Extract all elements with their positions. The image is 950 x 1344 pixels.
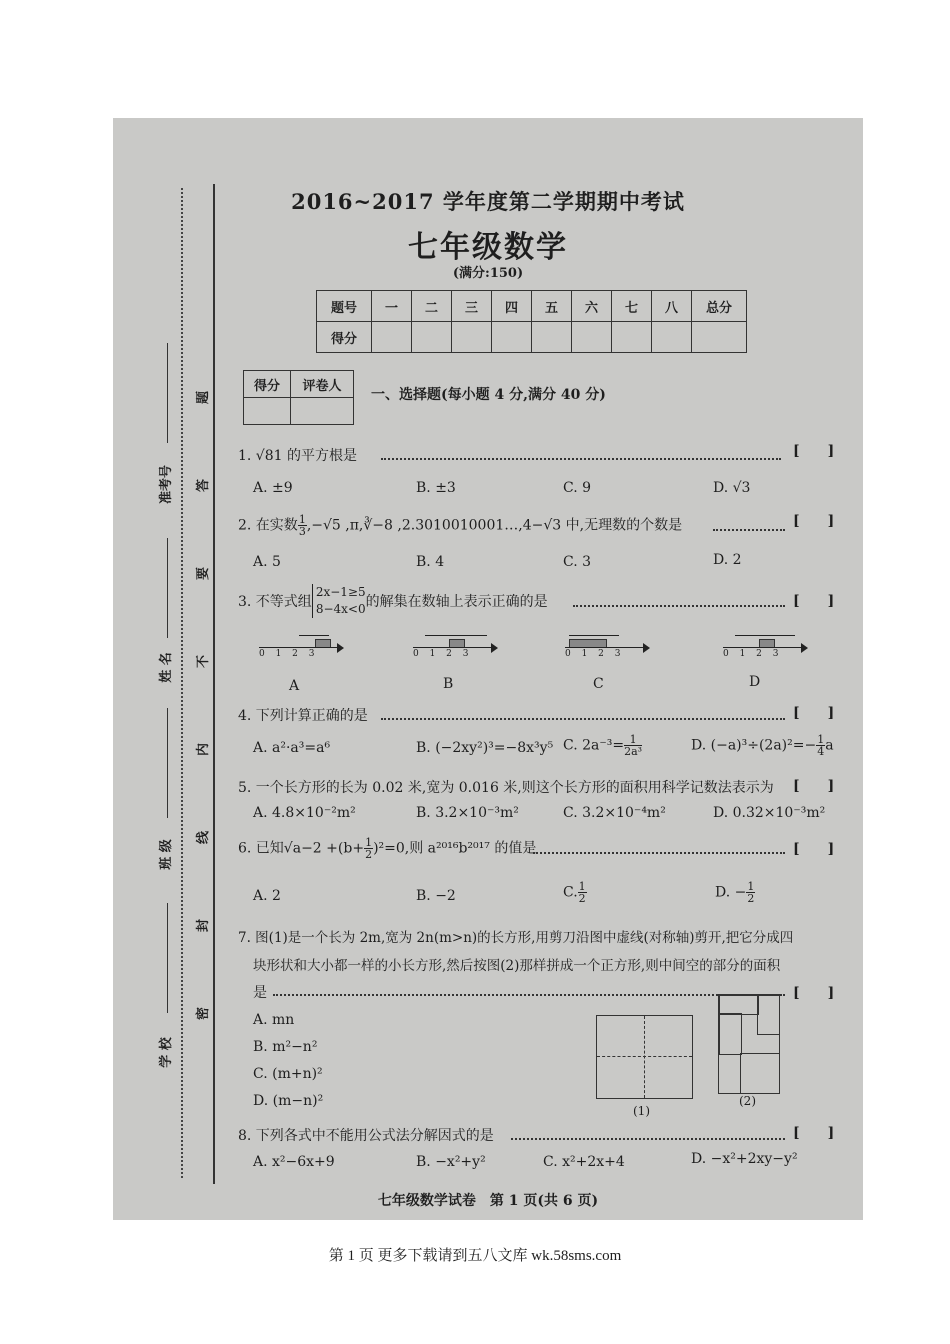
numberline-arrow-icon (801, 643, 808, 653)
q2-stem (238, 514, 682, 537)
q7-option-d[interactable]: D. (m−n)² (253, 1093, 324, 1109)
score-cell (452, 322, 492, 353)
frac-num: 1 (578, 880, 586, 893)
q6-stem-pre: 6. 已知√a−2 +(b+ (238, 840, 365, 857)
q4-option-d[interactable] (691, 734, 834, 757)
field-class: 班 级 (158, 839, 174, 870)
score-cell (532, 322, 572, 353)
q6-option-c-text: C. (563, 884, 578, 901)
q8-answer-bracket[interactable]: [ ] (793, 1125, 835, 1141)
frac-num: 1 (747, 880, 755, 893)
score-cell (372, 322, 412, 353)
q2-frac-num: 1 (298, 513, 306, 526)
grader-score-label: 得分 (244, 371, 291, 398)
q3-leader (573, 605, 785, 607)
numberline-arrow-icon (643, 643, 650, 653)
q1-option-a[interactable]: A. ±9 (253, 480, 293, 496)
fig2-piece-left (719, 1013, 742, 1055)
q8-option-d[interactable]: D. −x²+2xy−y² (691, 1151, 798, 1167)
frac-den: 2 (578, 892, 586, 905)
fig1-dashed-vertical (644, 1016, 645, 1098)
q3-option-a[interactable]: A (289, 678, 300, 694)
grader-name-cell (291, 398, 354, 425)
q4-option-c[interactable] (563, 734, 642, 757)
margin-char-yao: 要 (196, 566, 212, 581)
q7-figure-2 (718, 994, 780, 1094)
field-name-line (167, 538, 168, 638)
score-cell (492, 322, 532, 353)
q2-option-b[interactable]: B. 4 (416, 554, 445, 570)
q3-numberline-b[interactable] (413, 633, 498, 657)
score-head-3: 三 (452, 291, 492, 322)
q2-answer-bracket[interactable]: [ ] (793, 513, 835, 529)
q5-option-b[interactable]: B. 3.2×10⁻³m² (416, 805, 519, 821)
exam-title: 2016~2017 学年度第二学期期中考试 (291, 189, 685, 214)
numberline-ticks: 0 1 2 3 (723, 649, 783, 659)
q7-figure-2-label: (2) (739, 1094, 756, 1108)
q8-option-a[interactable]: A. x²−6x+9 (253, 1154, 335, 1170)
q7-figure-1-label: (1) (633, 1104, 650, 1118)
fig2-piece-top (719, 995, 759, 1015)
q2-option-c[interactable]: C. 3 (563, 554, 592, 570)
q6-option-c[interactable] (563, 881, 587, 904)
numberline-bar (735, 635, 795, 636)
score-cell (652, 322, 692, 353)
frac-den: 2a³ (624, 745, 643, 758)
document-footer: 第 1 页 更多下载请到五八文库 wk.58sms.com (328, 1248, 622, 1264)
score-table (316, 290, 747, 353)
q2-option-a[interactable]: A. 5 (253, 554, 281, 570)
q4-answer-bracket[interactable]: [ ] (793, 705, 835, 721)
numberline-arrow-icon (491, 643, 498, 653)
frac-num: 1 (365, 836, 373, 849)
q1-option-b[interactable]: B. ±3 (416, 480, 456, 496)
score-head-1: 一 (372, 291, 412, 322)
q4-option-c-text: C. 2a⁻³= (563, 737, 625, 754)
frac-num: 1 (817, 733, 825, 746)
numberline-axis (565, 647, 645, 648)
grader-score-cell (244, 398, 291, 425)
margin-char-nei: 内 (196, 742, 212, 757)
q6-leader (533, 852, 785, 854)
q6-option-a[interactable]: A. 2 (253, 888, 281, 904)
page-number-foot: 七年级数学试卷 第 1 页(共 6 页) (377, 1193, 599, 1209)
frac-den: 2 (365, 848, 373, 861)
full-score: (满分:150) (452, 266, 524, 281)
q7-option-b[interactable]: B. m²−n² (253, 1039, 318, 1055)
score-head-6: 六 (572, 291, 612, 322)
score-head-label: 题号 (317, 291, 372, 322)
fig1-dashed-horizontal (597, 1056, 692, 1057)
grader-table (243, 370, 354, 425)
score-head-total: 总分 (692, 291, 747, 322)
q7-option-c[interactable]: C. (m+n)² (253, 1066, 323, 1082)
numberline-ticks: 0 1 2 3 (413, 649, 473, 659)
q5-answer-bracket[interactable]: [ ] (793, 778, 835, 794)
frac-num: 1 (624, 734, 642, 746)
score-cell-total (692, 322, 747, 353)
score-cell (572, 322, 612, 353)
score-cell (612, 322, 652, 353)
q2-fraction (298, 514, 307, 537)
grader-name-label: 评卷人 (291, 371, 354, 398)
q1-option-d[interactable]: D. √3 (713, 480, 751, 496)
q2-leader (713, 529, 785, 531)
q5-option-d[interactable]: D. 0.32×10⁻³m² (713, 805, 826, 821)
q3-stem-post: 的解集在数轴上表示正确的是 (365, 594, 548, 610)
q4-option-d-tail: a (825, 737, 834, 754)
binding-dotted-line (181, 188, 183, 1178)
q3-option-d[interactable]: D (749, 674, 761, 690)
q6-option-c-fraction (578, 881, 587, 904)
score-head-7: 七 (612, 291, 652, 322)
q3-answer-bracket[interactable]: [ ] (793, 593, 835, 609)
numberline-bar (569, 635, 619, 636)
frac-den: 2 (747, 892, 755, 905)
margin-char-xian: 线 (196, 830, 212, 845)
q6-option-d-fraction (746, 881, 755, 904)
q7-figure-1 (596, 1015, 693, 1099)
numberline-ticks: 0 1 2 3 (565, 649, 625, 659)
q1-option-c[interactable]: C. 9 (563, 480, 592, 496)
score-head-8: 八 (652, 291, 692, 322)
numberline-bar (425, 635, 487, 636)
q4-stem: 4. 下列计算正确的是 (238, 708, 368, 724)
score-row-label: 得分 (317, 322, 372, 353)
q3-stem-pre: 3. 不等式组 (238, 594, 312, 610)
q8-option-b[interactable]: B. −x²+y² (416, 1154, 486, 1170)
q2-frac-den: 3 (298, 525, 306, 538)
numberline-bar (299, 635, 329, 636)
margin-char-feng: 封 (196, 918, 212, 933)
subject-title: 七年级数学 (408, 230, 568, 265)
q8-stem: 8. 下列各式中不能用公式法分解因式的是 (238, 1128, 494, 1144)
q3-numberline-a[interactable] (259, 633, 344, 657)
numberline-ticks: 0 1 2 3 (259, 649, 319, 659)
q1-answer-bracket[interactable]: [ ] (793, 443, 835, 459)
q6-fraction (364, 837, 373, 860)
q1-stem: 1. √81 的平方根是 (238, 448, 357, 464)
q3-numberline-c[interactable] (565, 633, 650, 657)
q8-leader (511, 1138, 785, 1140)
q6-stem (238, 837, 536, 860)
binding-solid-line (213, 184, 215, 1184)
numberline-axis (723, 647, 803, 648)
field-name: 姓 名 (158, 652, 174, 683)
numberline-arrow-icon (337, 643, 344, 653)
q3-system (312, 584, 366, 618)
q2-stem-post: ,−√5 ,π,∛−8 ,2.3010010001…,4−√3 中,无理数的个数是 (306, 517, 683, 534)
q3-system-line2: 8−4x<0 (315, 602, 366, 616)
q4-option-c-fraction (624, 734, 642, 757)
margin-char-mi: 密 (196, 1006, 212, 1021)
q3-option-c[interactable]: C (593, 676, 604, 692)
q4-option-d-text: D. (−a)³÷(2a)²=− (691, 737, 817, 754)
q2-option-d[interactable]: D. 2 (713, 552, 742, 568)
score-head-4: 四 (492, 291, 532, 322)
q4-option-b[interactable]: B. (−2xy²)³=−8x³y⁵ (416, 740, 554, 756)
q8-option-c[interactable]: C. x²+2x+4 (543, 1154, 625, 1170)
q4-option-a[interactable]: A. a²·a³=a⁶ (253, 740, 331, 756)
q3-numberline-d[interactable] (723, 633, 808, 657)
numberline-axis (259, 647, 339, 648)
field-exam-no-line (167, 343, 168, 443)
q7-stem-line1: 7. 图(1)是一个长为 2m,宽为 2n(m>n)的长方形,用剪刀沿图中虚线(对称轴)剪开,把它分成四 (238, 930, 794, 946)
q3-system-line1: 2x−1≥5 (315, 585, 366, 599)
q7-leader (273, 994, 785, 996)
exam-photo (113, 118, 863, 1220)
field-school-line (167, 903, 168, 1013)
fig2-piece-bottom (740, 1053, 780, 1094)
field-exam-no: 准考号 (159, 464, 175, 505)
score-head-5: 五 (532, 291, 572, 322)
fig2-piece-right (757, 995, 780, 1035)
q6-stem-post: )²=0,则 a²⁰¹⁶b²⁰¹⁷ 的值是 (373, 840, 537, 857)
score-head-2: 二 (412, 291, 452, 322)
q4-leader (381, 718, 785, 720)
field-school: 学 校 (158, 1037, 174, 1068)
numberline-axis (413, 647, 493, 648)
q1-leader (381, 458, 781, 460)
q6-option-d[interactable] (715, 881, 755, 904)
q6-option-b[interactable]: B. −2 (416, 888, 456, 904)
q5-option-c[interactable]: C. 3.2×10⁻⁴m² (563, 805, 666, 821)
margin-char-da: 答 (196, 478, 212, 493)
q6-answer-bracket[interactable]: [ ] (793, 841, 835, 857)
q6-option-d-text: D. − (715, 884, 747, 901)
section-title: 一、选择题(每小题 4 分,满分 40 分) (371, 387, 606, 403)
q2-stem-pre: 2. 在实数 (238, 517, 298, 534)
score-cell (412, 322, 452, 353)
q7-stem-line3: 是 (253, 985, 267, 1001)
q3-option-b[interactable]: B (443, 676, 454, 692)
margin-char-bu: 不 (196, 654, 212, 669)
margin-char-ti: 题 (196, 390, 212, 405)
q7-option-a[interactable]: A. mn (253, 1012, 295, 1028)
q7-stem-line2: 块形状和大小都一样的小长方形,然后按图(2)那样拼成一个正方形,则中间空的部分的面积 (253, 958, 781, 974)
q4-option-d-fraction (816, 734, 825, 757)
field-class-line (167, 708, 168, 818)
q3-stem (238, 584, 548, 618)
frac-den: 4 (817, 745, 825, 758)
q5-option-a[interactable]: A. 4.8×10⁻²m² (253, 805, 356, 821)
q7-answer-bracket[interactable]: [ ] (793, 985, 835, 1001)
q5-stem: 5. 一个长方形的长为 0.02 米,宽为 0.016 米,则这个长方形的面积用科学记数法表示为 (238, 780, 774, 796)
